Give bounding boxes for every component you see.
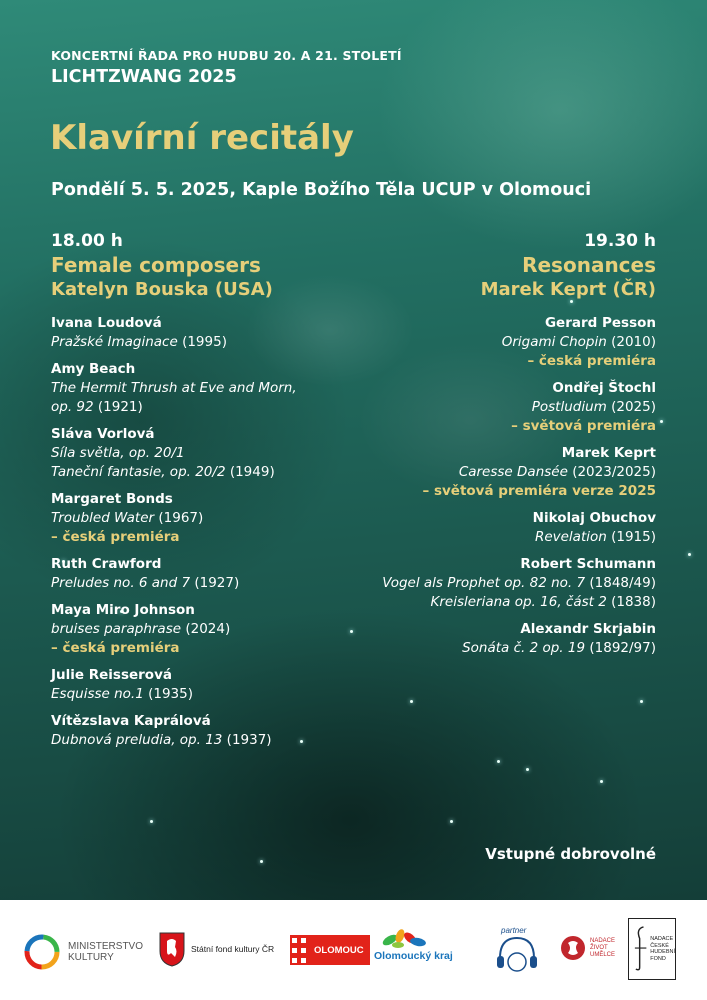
composer-name: Ruth Crawford	[51, 556, 162, 572]
work-title: Caresse Dansée	[458, 464, 568, 480]
work-year: (1927)	[190, 575, 240, 591]
composer-name: Margaret Bonds	[51, 491, 173, 507]
concert-series-label: KONCERTNÍ ŘADA PRO HUDBU 20. A 21. STOLETÍ	[51, 48, 402, 63]
concert-name: Resonances	[522, 253, 656, 277]
work-year: (1995)	[177, 334, 227, 350]
premiere-note: – světová premiéra verze 2025	[422, 483, 656, 499]
region-name: Olomoucký kraj	[374, 950, 453, 962]
admission-note: Vstupné dobrovolné	[485, 845, 656, 863]
foundation-line-2: ŽIVOT	[590, 944, 608, 951]
composer-name: Nikolaj Obuchov	[532, 510, 656, 526]
program-item	[326, 509, 656, 547]
program-item	[326, 620, 656, 658]
work-title: Taneční fantasie, op. 20/2	[51, 464, 226, 480]
work-title: bruises paraphrase	[51, 621, 182, 637]
composer-name: Sláva Vorlová	[51, 426, 155, 442]
concert-right	[326, 230, 656, 666]
work-line	[51, 379, 351, 398]
work-title: op. 92	[51, 399, 94, 415]
work-title: Dubnová preludia, op. 13	[51, 732, 223, 748]
state-culture-fund-logo	[158, 931, 274, 967]
ministry-line-1: MINISTERSTVO	[68, 941, 144, 952]
star-dot	[526, 768, 529, 771]
ministry-line-2: KULTURY	[68, 952, 114, 963]
foundation-line-1: NADACE	[590, 937, 616, 944]
ministry-ring-icon	[22, 932, 62, 972]
program-item	[326, 314, 656, 371]
date-venue: Pondělí 5. 5. 2025, Kaple Božího Těla UCUP v Olomouci	[51, 180, 592, 200]
city-checker-icon	[290, 935, 308, 965]
program-item	[51, 360, 351, 417]
program-item	[326, 379, 656, 436]
star-dot	[640, 700, 643, 703]
work-title: Kreisleriana op. 16, část 2	[430, 594, 607, 610]
work-year: (2024)	[181, 621, 231, 637]
work-year: (1848/49)	[585, 575, 656, 591]
city-name: OLOMOUC	[314, 944, 364, 956]
premiere-note: – česká premiéra	[51, 529, 180, 545]
work-line	[326, 463, 656, 482]
composer-name: Marek Keprt	[561, 445, 656, 461]
region-flower-icon	[374, 928, 434, 950]
work-title: Revelation	[534, 529, 607, 545]
foundation-seal-icon	[560, 935, 586, 961]
program-item	[326, 555, 656, 612]
star-dot	[688, 553, 691, 556]
work-title: Postludium	[531, 399, 607, 415]
program-list	[326, 314, 656, 658]
work-line	[51, 509, 351, 528]
series-name: LICHTZWANG 2025	[51, 67, 237, 87]
sponsor-logos-bar	[0, 900, 707, 1000]
star-dot	[450, 820, 453, 823]
music-fund-line-3: HUDEBNÍ	[650, 949, 675, 955]
work-line	[51, 574, 351, 593]
program-item	[51, 555, 351, 593]
composer-name: Vítězslava Kaprálová	[51, 713, 211, 729]
work-line	[51, 463, 351, 482]
work-title: Sonáta č. 2 op. 19	[462, 640, 586, 656]
music-fund-line-4: FOND	[650, 955, 666, 962]
work-year: (1937)	[222, 732, 272, 748]
work-line	[51, 333, 351, 352]
performer: Katelyn Bouska (USA)	[51, 279, 273, 300]
work-year: (2010)	[606, 334, 656, 350]
work-year: (2025)	[606, 399, 656, 415]
star-dot	[410, 700, 413, 703]
work-title: Esquisse no.1	[51, 686, 144, 702]
program-item	[326, 444, 656, 501]
work-year: (1892/97)	[585, 640, 656, 656]
premiere-note: – česká premiéra	[527, 353, 656, 369]
zivot-umelce-logo	[560, 935, 615, 961]
program-item	[51, 490, 351, 547]
concert-name: Female composers	[51, 253, 261, 277]
fund-name: Státní fond kultury ČR	[191, 944, 275, 954]
work-year: (2023/2025)	[567, 464, 656, 480]
composer-name: Gerard Pesson	[544, 315, 656, 331]
work-line	[326, 528, 656, 547]
premiere-note: – světová premiéra	[511, 418, 656, 434]
star-dot	[150, 820, 153, 823]
partner-label: partner	[501, 926, 527, 935]
composer-name: Ivana Loudová	[51, 315, 162, 331]
work-year: (1949)	[225, 464, 275, 480]
work-title: Preludes no. 6 and 7	[51, 575, 191, 591]
composer-name: Alexandr Skrjabin	[520, 621, 656, 637]
work-title: Pražské Imaginace	[51, 334, 178, 350]
star-dot	[260, 860, 263, 863]
page-title: Klavírní recitály	[50, 118, 354, 158]
composer-name: Amy Beach	[51, 361, 136, 377]
work-line	[326, 593, 656, 612]
foundation-line-3: UMĚLCE	[590, 951, 616, 958]
premiere-note: – česká premiéra	[51, 640, 180, 656]
concert-time: 18.00 h	[51, 231, 123, 251]
olomouc-region-logo	[374, 928, 453, 962]
star-dot	[497, 760, 500, 763]
music-fund-logo	[628, 918, 676, 980]
work-year: (1838)	[606, 594, 656, 610]
composer-name: Julie Reisserová	[51, 667, 172, 683]
work-line	[326, 398, 656, 417]
work-title: Síla světla, op. 20/1	[51, 445, 185, 461]
work-line	[51, 685, 351, 704]
composer-name: Robert Schumann	[520, 556, 656, 572]
work-year: (1915)	[606, 529, 656, 545]
ministry-of-culture-logo	[22, 932, 143, 972]
program-item	[51, 425, 351, 482]
music-fund-line-1: NADACE	[650, 936, 674, 942]
program-item	[51, 712, 351, 750]
program-item	[51, 601, 351, 658]
performer: Marek Keprt (ČR)	[480, 279, 656, 300]
concert-left	[51, 230, 351, 758]
work-year: (1935)	[143, 686, 193, 702]
work-line	[51, 620, 351, 639]
music-fund-clef-icon	[632, 924, 649, 974]
work-line	[326, 639, 656, 658]
program-item	[51, 314, 351, 352]
concert-time: 19.30 h	[584, 231, 656, 251]
composer-name: Maya Miro Johnson	[51, 602, 195, 618]
work-title: Troubled Water	[51, 510, 155, 526]
work-year: (1967)	[154, 510, 204, 526]
work-line	[51, 444, 351, 463]
work-line	[326, 574, 656, 593]
olomouc-city-logo	[290, 935, 370, 965]
program-item	[51, 666, 351, 704]
work-year: (1921)	[93, 399, 143, 415]
work-line	[51, 398, 351, 417]
work-line	[326, 333, 656, 352]
partner-logo	[492, 926, 542, 976]
star-dot	[600, 780, 603, 783]
czech-lion-shield-icon	[158, 931, 186, 967]
work-line	[51, 731, 351, 750]
music-fund-line-2: ČESKÉ	[650, 942, 669, 949]
star-dot	[660, 420, 663, 423]
program-list	[51, 314, 351, 750]
work-title: The Hermit Thrush at Eve and Morn,	[51, 380, 297, 396]
work-title: Vogel als Prophet op. 82 no. 7	[382, 575, 586, 591]
work-title: Origami Chopin	[501, 334, 607, 350]
composer-name: Ondřej Štochl	[552, 380, 656, 396]
